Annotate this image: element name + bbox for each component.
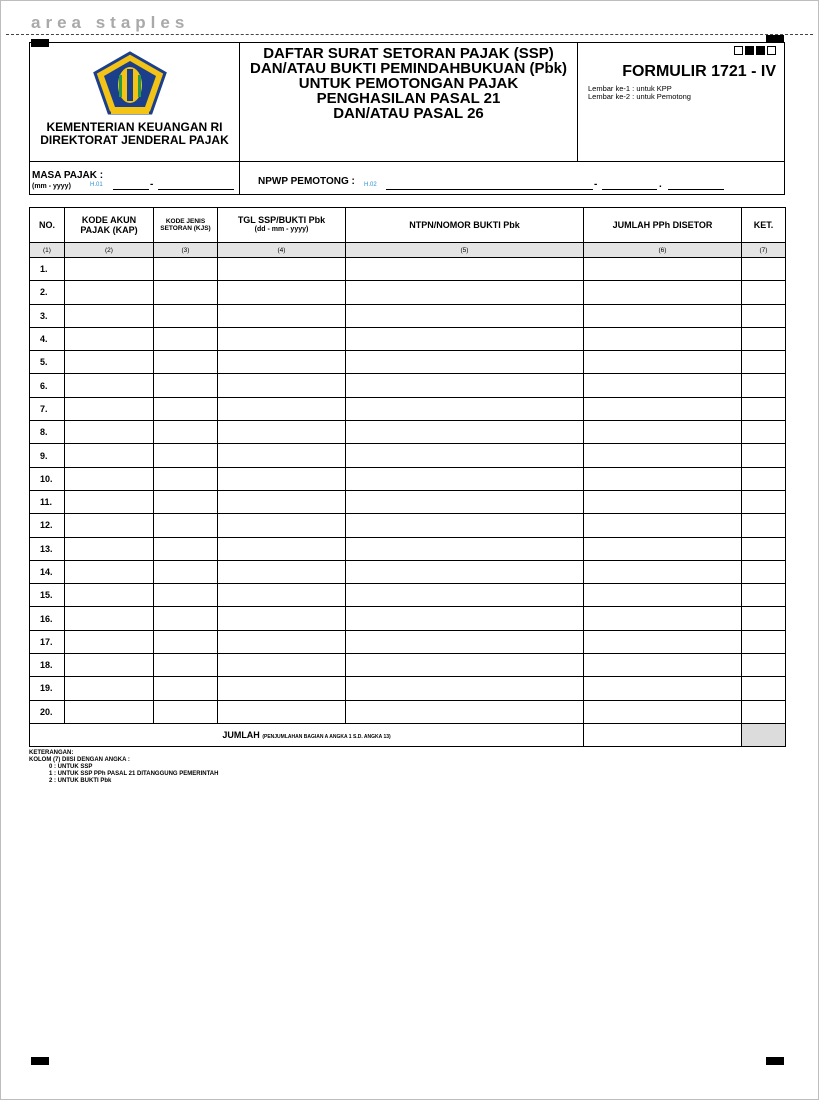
jumlah-cell[interactable] (584, 514, 742, 537)
npwp-code: H.02 (364, 182, 377, 188)
masa-pajak-block (30, 162, 240, 194)
row-number: 3. (30, 304, 65, 327)
tgl-cell[interactable] (218, 327, 346, 350)
ket-cell[interactable] (742, 327, 786, 350)
masa-npwp-row (29, 162, 785, 195)
table-row (30, 607, 786, 630)
ket-cell[interactable] (742, 607, 786, 630)
row-number: 7. (30, 397, 65, 420)
table-row (30, 630, 786, 653)
total-amount-cell[interactable] (584, 723, 742, 746)
notes-option-0: 0 : UNTUK SSP (49, 764, 93, 770)
jumlah-cell[interactable] (584, 444, 742, 467)
tgl-cell[interactable] (218, 607, 346, 630)
npwp-block (240, 162, 784, 194)
jumlah-cell[interactable] (584, 374, 742, 397)
notes-line: KOLOM (7) DIISI DENGAN ANGKA : (29, 757, 130, 763)
jumlah-cell[interactable] (584, 560, 742, 583)
ket-cell[interactable] (742, 630, 786, 653)
form-code: FORMULIR 1721 - IV (622, 63, 776, 80)
table-row (30, 677, 786, 700)
masa-pajak-format: (mm - yyyy) (32, 183, 71, 190)
kjs-cell[interactable] (154, 281, 218, 304)
kjs-cell[interactable] (154, 304, 218, 327)
kjs-cell[interactable] (154, 490, 218, 513)
tgl-cell[interactable] (218, 677, 346, 700)
ntpn-cell[interactable] (346, 584, 584, 607)
ket-cell[interactable] (742, 490, 786, 513)
tgl-cell[interactable] (218, 304, 346, 327)
table-row (30, 560, 786, 583)
form-title-line-4: PENGHASILAN PASAL 21 (316, 90, 501, 107)
kap-cell[interactable] (65, 490, 154, 513)
row-number: 19. (30, 677, 65, 700)
table-row (30, 654, 786, 677)
table-row (30, 304, 786, 327)
total-ket-cell (742, 723, 786, 746)
row-number: 9. (30, 444, 65, 467)
col-header-jumlah: JUMLAH PPh DISETOR (584, 208, 742, 243)
row-number: 12. (30, 514, 65, 537)
ntpn-cell[interactable] (346, 467, 584, 490)
jumlah-cell[interactable] (584, 327, 742, 350)
notes-block (29, 750, 218, 785)
tgl-cell[interactable] (218, 584, 346, 607)
kjs-cell[interactable] (154, 630, 218, 653)
ket-cell[interactable] (742, 281, 786, 304)
tgl-cell[interactable] (218, 467, 346, 490)
ntpn-cell[interactable] (346, 281, 584, 304)
table-row (30, 514, 786, 537)
kjs-cell[interactable] (154, 700, 218, 723)
jumlah-cell[interactable] (584, 351, 742, 374)
total-label: JUMLAH (222, 729, 260, 740)
row-number: 2. (30, 281, 65, 304)
ntpn-cell[interactable] (346, 560, 584, 583)
table-row (30, 374, 786, 397)
kjs-cell[interactable] (154, 514, 218, 537)
kap-cell[interactable] (65, 607, 154, 630)
table-row (30, 351, 786, 374)
kap-cell[interactable] (65, 281, 154, 304)
ket-cell[interactable] (742, 374, 786, 397)
sheet-note-2: Lembar ke-2 : untuk Pemotong (588, 92, 691, 101)
tgl-cell[interactable] (218, 654, 346, 677)
kjs-cell[interactable] (154, 397, 218, 420)
table-row (30, 327, 786, 350)
ministry-line-1: KEMENTERIAN KEUANGAN RI (46, 120, 223, 134)
ket-cell[interactable] (742, 700, 786, 723)
notes-option-1: 1 : UNTUK SSP PPh PASAL 21 DITANGGUNG PEMERINTAH (49, 771, 219, 777)
col-number: (5) (346, 243, 584, 258)
kjs-cell[interactable] (154, 467, 218, 490)
col-header-kap: KODE AKUN PAJAK (KAP) (65, 208, 154, 243)
garuda-emblem-logo (93, 51, 167, 117)
ntpn-cell[interactable] (346, 351, 584, 374)
ntpn-cell[interactable] (346, 374, 584, 397)
code-box-empty (767, 46, 776, 55)
row-number: 11. (30, 490, 65, 513)
kjs-cell[interactable] (154, 677, 218, 700)
table-row (30, 281, 786, 304)
jumlah-cell[interactable] (584, 700, 742, 723)
jumlah-cell[interactable] (584, 490, 742, 513)
tgl-cell[interactable] (218, 397, 346, 420)
jumlah-cell[interactable] (584, 654, 742, 677)
ministry-line-2: DIREKTORAT JENDERAL PAJAK (40, 133, 229, 147)
total-note: (PENJUMLAHAN BAGIAN A ANGKA 1 S.D. ANGKA 13) (262, 733, 391, 740)
col-header-tgl-title: TGL SSP/BUKTI Pbk (237, 215, 326, 225)
ket-cell[interactable] (742, 514, 786, 537)
masa-year-field[interactable] (158, 189, 234, 190)
jumlah-cell[interactable] (584, 584, 742, 607)
ket-cell[interactable] (742, 467, 786, 490)
row-number: 20. (30, 700, 65, 723)
table-header-row (30, 208, 786, 243)
tgl-cell[interactable] (218, 258, 346, 281)
col-header-no: NO. (30, 208, 65, 243)
sheet-note-1: Lembar ke-1 : untuk KPP (588, 84, 672, 93)
jumlah-cell[interactable] (584, 630, 742, 653)
tgl-cell[interactable] (218, 281, 346, 304)
ket-cell[interactable] (742, 537, 786, 560)
col-header-ntpn: NTPN/NOMOR BUKTI Pbk (346, 208, 584, 243)
tgl-cell[interactable] (218, 490, 346, 513)
total-label-cell (30, 723, 584, 746)
jumlah-cell[interactable] (584, 537, 742, 560)
col-header-tgl-format: (dd - mm - yyyy) (254, 226, 309, 233)
tgl-cell[interactable] (218, 444, 346, 467)
table-row (30, 584, 786, 607)
alignment-mark-bottom-right (766, 1057, 784, 1065)
ministry-name (30, 121, 239, 147)
row-number: 13. (30, 537, 65, 560)
masa-separator: - (150, 179, 154, 190)
tgl-cell[interactable] (218, 351, 346, 374)
column-number-row (30, 243, 786, 258)
tgl-cell[interactable] (218, 514, 346, 537)
kjs-cell[interactable] (154, 327, 218, 350)
row-number: 8. (30, 421, 65, 444)
table-row (30, 490, 786, 513)
table-row (30, 467, 786, 490)
kjs-cell[interactable] (154, 258, 218, 281)
ntpn-cell[interactable] (346, 421, 584, 444)
code-box-filled (756, 46, 765, 55)
form-title-line-5: DAN/ATAU PASAL 26 (333, 105, 484, 122)
kjs-cell[interactable] (154, 584, 218, 607)
form-title-line-2: DAN/ATAU BUKTI PEMINDAHBUKUAN (Pbk) (250, 60, 567, 77)
ntpn-cell[interactable] (346, 397, 584, 420)
kap-cell[interactable] (65, 327, 154, 350)
kjs-cell[interactable] (154, 374, 218, 397)
col-number: (3) (154, 243, 218, 258)
ssp-list-table (29, 207, 786, 747)
form-header (29, 42, 785, 162)
kap-cell[interactable] (65, 584, 154, 607)
ket-cell[interactable] (742, 654, 786, 677)
row-number: 1. (30, 258, 65, 281)
col-number: (7) (742, 243, 786, 258)
npwp-separator-1: - (594, 179, 598, 190)
kap-cell[interactable] (65, 654, 154, 677)
form-title-block (240, 43, 578, 161)
jumlah-cell[interactable] (584, 258, 742, 281)
masa-pajak-label: MASA PAJAK : (32, 170, 104, 181)
kap-cell[interactable] (65, 397, 154, 420)
form-code-block (578, 43, 784, 161)
row-number: 6. (30, 374, 65, 397)
ket-cell[interactable] (742, 258, 786, 281)
ket-cell[interactable] (742, 304, 786, 327)
ket-cell[interactable] (742, 351, 786, 374)
code-box-empty (734, 46, 743, 55)
row-number: 18. (30, 654, 65, 677)
code-box-filled (745, 46, 754, 55)
table-row (30, 700, 786, 723)
sheet-notes (588, 85, 776, 101)
masa-month-field[interactable] (113, 189, 149, 190)
form-title-line-3: UNTUK PEMOTONGAN PAJAK (298, 75, 519, 92)
table-row (30, 537, 786, 560)
col-number: (2) (65, 243, 154, 258)
kjs-cell[interactable] (154, 537, 218, 560)
kap-cell[interactable] (65, 630, 154, 653)
alignment-mark-bottom-left (31, 1057, 49, 1065)
ket-cell[interactable] (742, 397, 786, 420)
col-header-tgl (218, 208, 346, 243)
barcode-boxes (588, 45, 776, 59)
kjs-cell[interactable] (154, 351, 218, 374)
jumlah-cell[interactable] (584, 397, 742, 420)
form-title-line-1: DAFTAR SURAT SETORAN PAJAK (SSP) (263, 45, 554, 62)
kjs-cell[interactable] (154, 607, 218, 630)
tgl-cell[interactable] (218, 630, 346, 653)
kap-cell[interactable] (65, 700, 154, 723)
kap-cell[interactable] (65, 537, 154, 560)
total-row (30, 723, 786, 746)
npwp-pemotong-label: NPWP PEMOTONG : (258, 176, 355, 187)
ntpn-cell[interactable] (346, 537, 584, 560)
npwp-main-field[interactable] (386, 189, 593, 190)
ntpn-cell[interactable] (346, 677, 584, 700)
tgl-cell[interactable] (218, 537, 346, 560)
table-row (30, 397, 786, 420)
row-number: 16. (30, 607, 65, 630)
row-number: 4. (30, 327, 65, 350)
kjs-cell[interactable] (154, 560, 218, 583)
kap-cell[interactable] (65, 258, 154, 281)
tgl-cell[interactable] (218, 560, 346, 583)
ket-cell[interactable] (742, 584, 786, 607)
row-number: 10. (30, 467, 65, 490)
ket-cell[interactable] (742, 677, 786, 700)
ntpn-cell[interactable] (346, 607, 584, 630)
ministry-block (30, 43, 240, 161)
ntpn-cell[interactable] (346, 304, 584, 327)
col-number: (1) (30, 243, 65, 258)
row-number: 17. (30, 630, 65, 653)
row-number: 14. (30, 560, 65, 583)
row-number: 15. (30, 584, 65, 607)
table-row (30, 258, 786, 281)
kjs-cell[interactable] (154, 421, 218, 444)
staples-area-label: area staples (31, 13, 190, 32)
col-number: (4) (218, 243, 346, 258)
jumlah-cell[interactable] (584, 421, 742, 444)
jumlah-cell[interactable] (584, 281, 742, 304)
jumlah-cell[interactable] (584, 607, 742, 630)
kap-cell[interactable] (65, 421, 154, 444)
col-header-ket: KET. (742, 208, 786, 243)
tgl-cell[interactable] (218, 700, 346, 723)
row-number: 5. (30, 351, 65, 374)
kap-cell[interactable] (65, 514, 154, 537)
table-row (30, 421, 786, 444)
jumlah-cell[interactable] (584, 304, 742, 327)
tgl-cell[interactable] (218, 421, 346, 444)
staples-cut-line (6, 34, 813, 35)
col-header-kjs: KODE JENIS SETORAN (KJS) (154, 208, 218, 243)
kap-cell[interactable] (65, 374, 154, 397)
npwp-separator-2: . (659, 179, 662, 190)
jumlah-cell[interactable] (584, 677, 742, 700)
kap-cell[interactable] (65, 304, 154, 327)
ntpn-cell[interactable] (346, 490, 584, 513)
ntpn-cell[interactable] (346, 654, 584, 677)
kap-cell[interactable] (65, 444, 154, 467)
col-number: (6) (584, 243, 742, 258)
npwp-branch-field[interactable] (668, 189, 724, 190)
masa-pajak-code: H.01 (90, 182, 103, 188)
kap-cell[interactable] (65, 677, 154, 700)
ntpn-cell[interactable] (346, 700, 584, 723)
kjs-cell[interactable] (154, 444, 218, 467)
ket-cell[interactable] (742, 560, 786, 583)
kap-cell[interactable] (65, 351, 154, 374)
kap-cell[interactable] (65, 560, 154, 583)
ntpn-cell[interactable] (346, 514, 584, 537)
kjs-cell[interactable] (154, 654, 218, 677)
notes-option-2: 2 : UNTUK BUKTI Pbk (49, 778, 112, 784)
notes-title: KETERANGAN: (29, 750, 74, 756)
ntpn-cell[interactable] (346, 444, 584, 467)
ket-cell[interactable] (742, 444, 786, 467)
tgl-cell[interactable] (218, 374, 346, 397)
kap-cell[interactable] (65, 467, 154, 490)
ntpn-cell[interactable] (346, 258, 584, 281)
ntpn-cell[interactable] (346, 630, 584, 653)
ntpn-cell[interactable] (346, 327, 584, 350)
ket-cell[interactable] (742, 421, 786, 444)
table-row (30, 444, 786, 467)
npwp-kpp-field[interactable] (602, 189, 657, 190)
jumlah-cell[interactable] (584, 467, 742, 490)
